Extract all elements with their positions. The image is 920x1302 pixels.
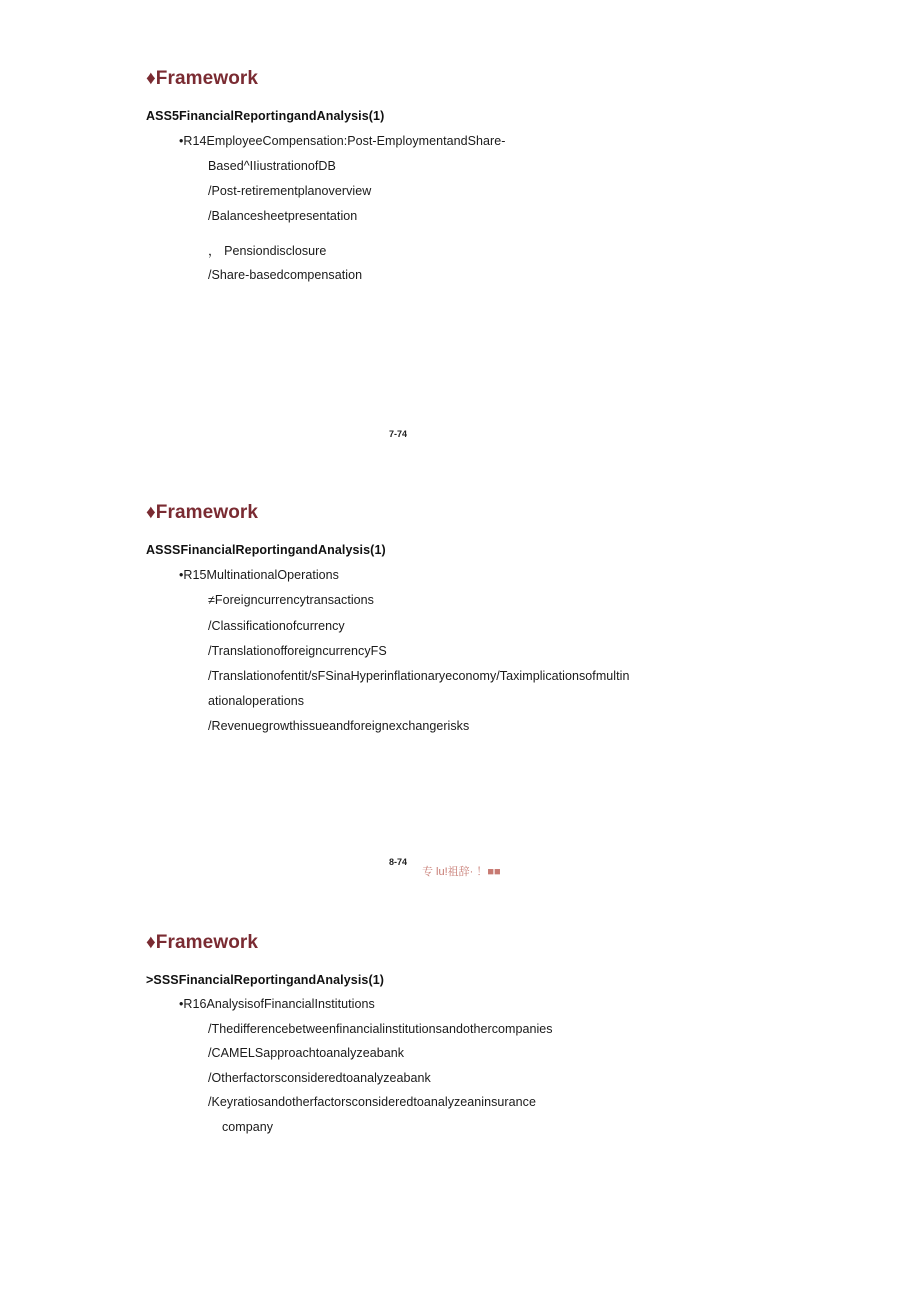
slide-title: ♦Framework	[146, 932, 259, 953]
list-item: /Thedifferencebetweenfinancialinstitutionsandothercompanies	[208, 1022, 553, 1036]
list-item: /Otherfactorsconsideredtoanalyzeabank	[208, 1071, 431, 1085]
section-heading: ASSSFinancialReportingandAnalysis(1)	[146, 543, 386, 557]
list-item: /Share-basedcompensation	[208, 268, 363, 282]
list-item: /CAMELSapproachtoanalyzeabank	[208, 1046, 405, 1060]
list-item: ≠Foreigncurrencytransactions	[208, 593, 374, 607]
list-item: Based^IIiustrationofDB	[208, 159, 336, 173]
list-item: /TranslationofforeigncurrencyFS	[208, 644, 387, 658]
slide-title: ♦Framework	[146, 502, 259, 523]
reading-line: •R15MultinationalOperations	[179, 568, 339, 582]
list-item: company	[222, 1120, 274, 1134]
list-item: /Classificationofcurrency	[208, 619, 345, 633]
list-item: /Keyratiosandotherfactorsconsideredtoanalyzeaninsurance	[208, 1095, 536, 1109]
page-number: 7-74	[389, 429, 408, 439]
watermark-text: 专 lu!祖辞· ！■■	[422, 866, 501, 878]
list-item: /Revenuegrowthissueandforeignexchangerisks	[208, 719, 470, 733]
list-item: /Balancesheetpresentation	[208, 209, 358, 223]
reading-line: •R16AnalysisofFinancialInstitutions	[179, 997, 375, 1011]
list-item: /Translationofentit/sFSinaHyperinflationaryeconomy/Taximplicationsofmultin	[208, 669, 630, 683]
list-item: ， Pensiondisclosure	[208, 244, 327, 258]
list-item: /Post-retirementplanoverview	[208, 184, 372, 198]
slide-title: ♦Framework	[146, 68, 259, 89]
list-item: ationaloperations	[208, 694, 305, 708]
page-number: 8-74	[389, 857, 408, 867]
section-heading: >SSSFinancialReportingandAnalysis(1)	[146, 973, 385, 987]
reading-line: •R14EmployeeCompensation:Post-EmploymentandShare-	[179, 134, 506, 148]
section-heading: ASS5FinancialReportingandAnalysis(1)	[146, 109, 385, 123]
